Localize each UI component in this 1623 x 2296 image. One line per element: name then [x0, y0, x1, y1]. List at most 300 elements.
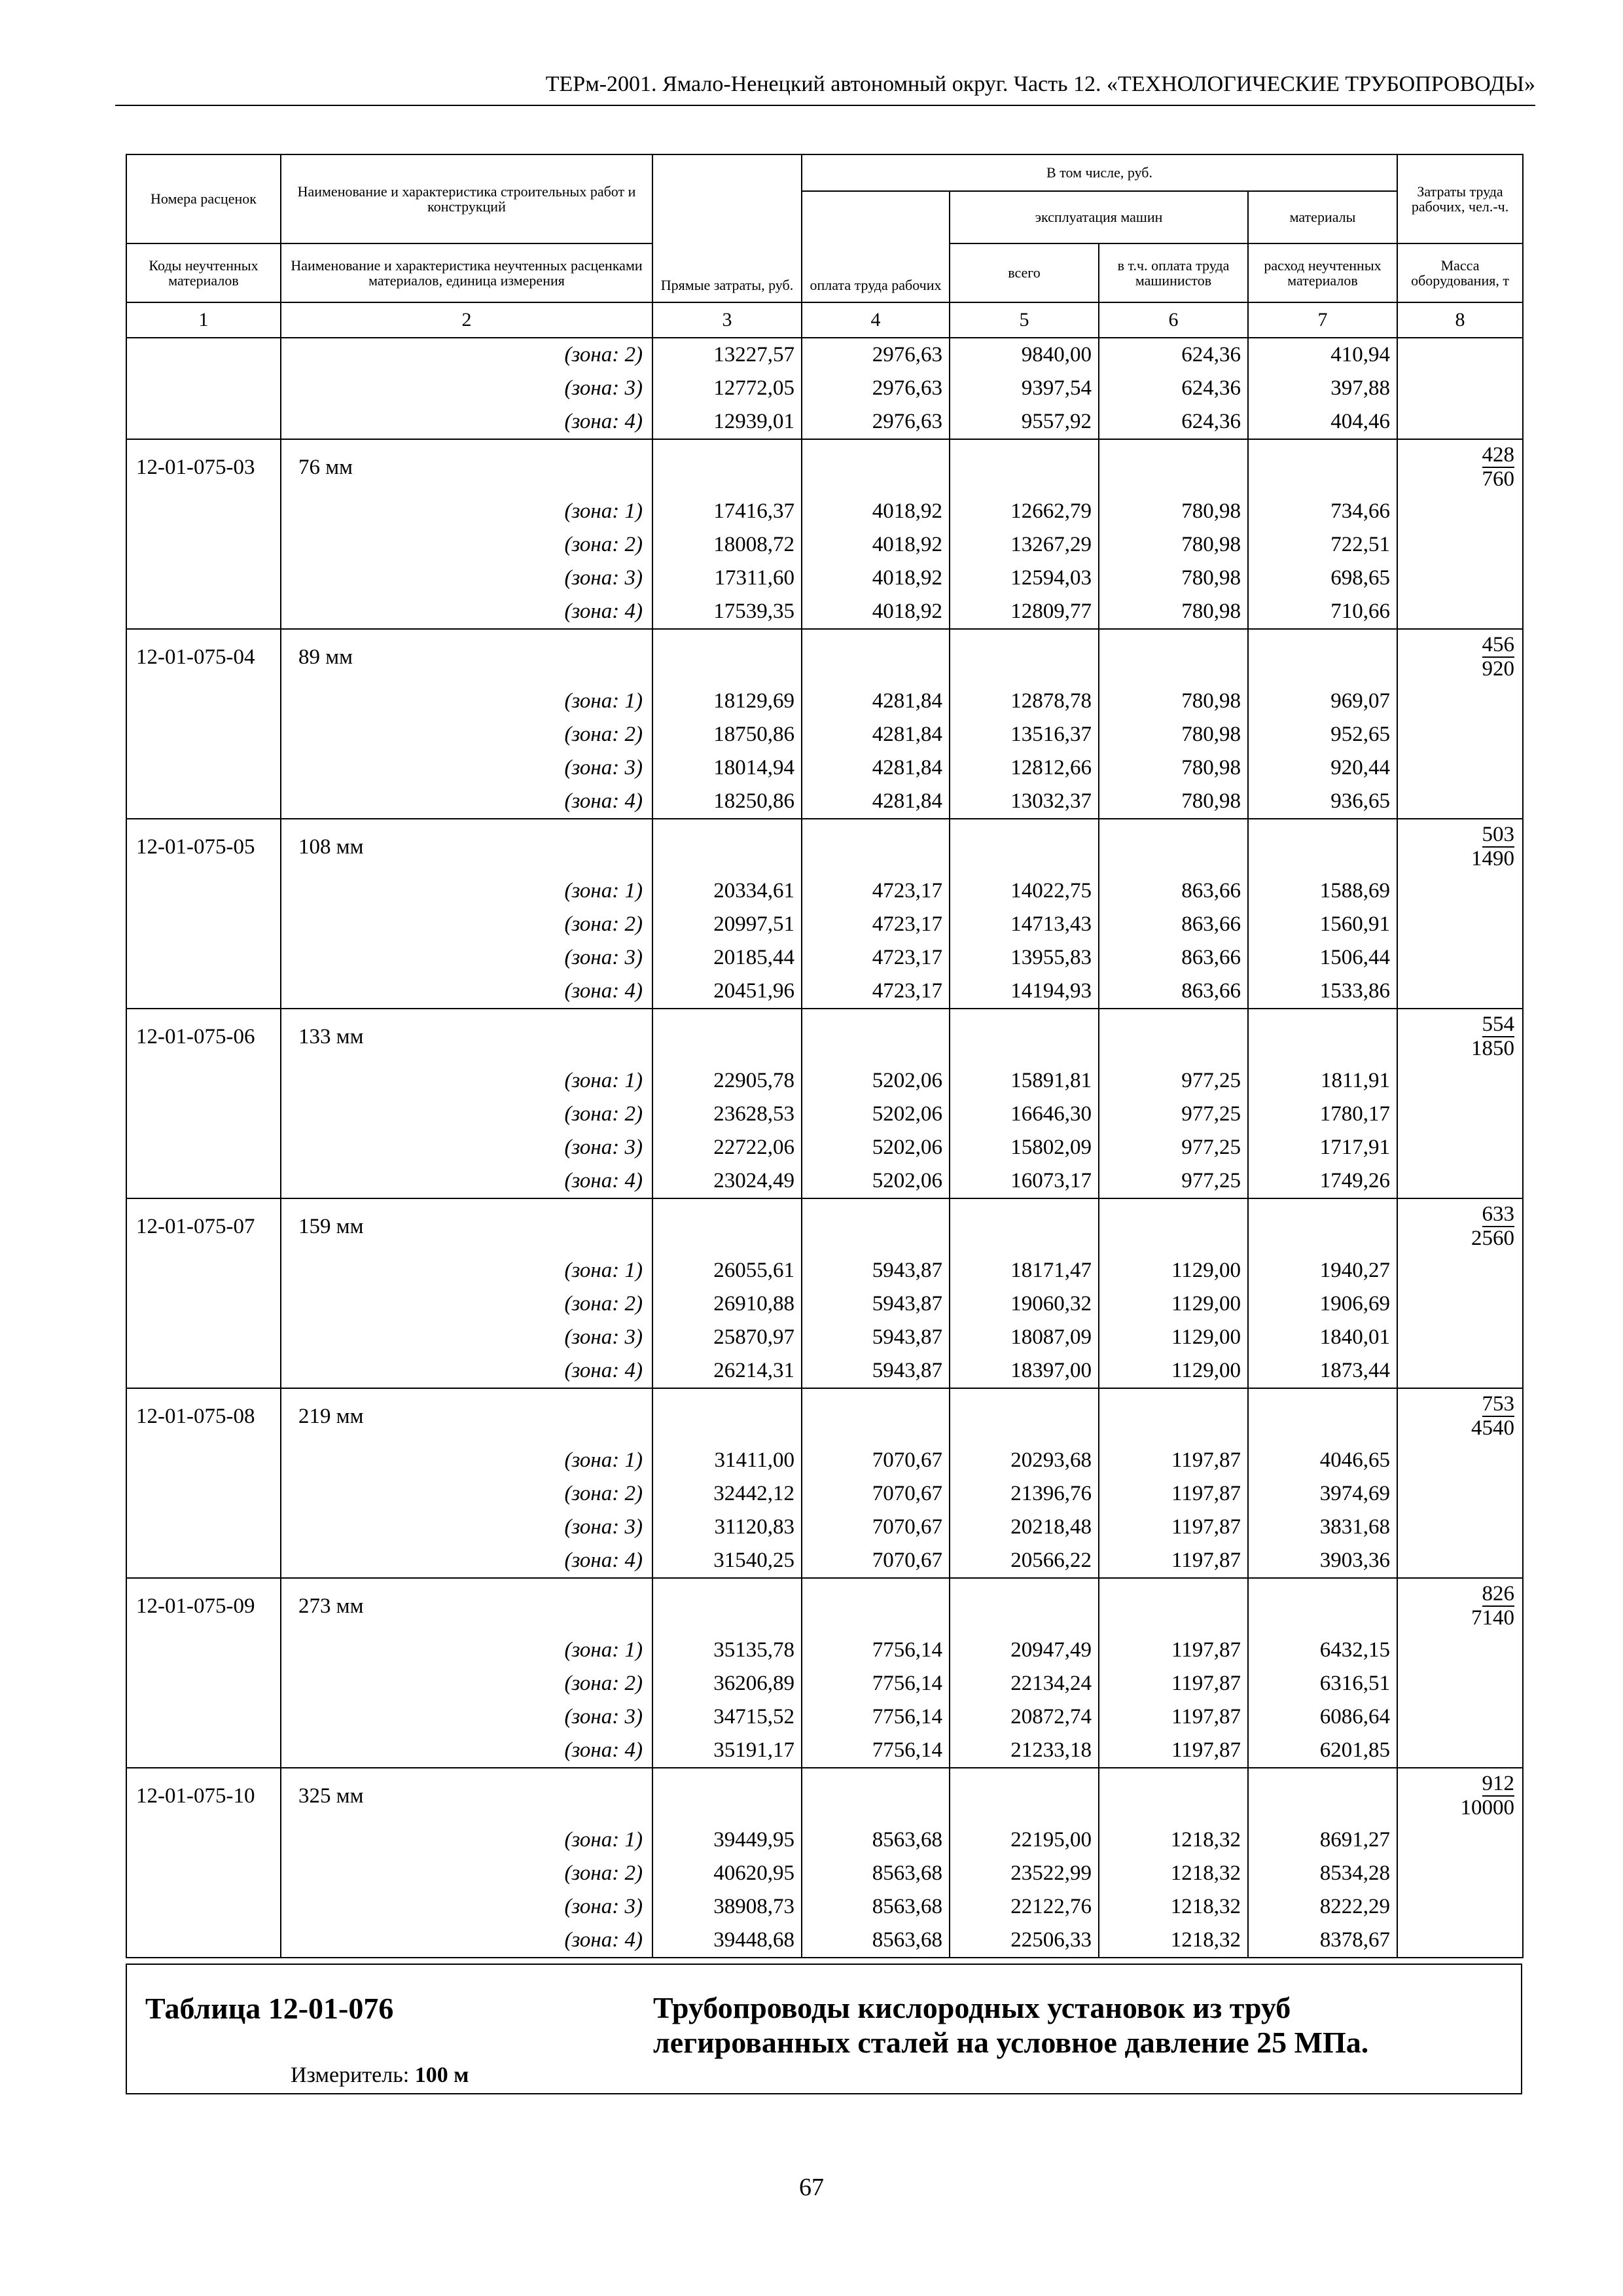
operator-pay-cell: 977,25 — [1099, 1131, 1248, 1164]
code-cell — [126, 1634, 281, 1667]
labor-mass-cell — [1397, 1444, 1523, 1477]
equipment-mass-value: 4540 — [1471, 1416, 1515, 1440]
materials-cell: 952,65 — [1248, 718, 1397, 751]
labor-costs-value: 912 — [1482, 1772, 1515, 1796]
labor-mass-cell — [1397, 1890, 1523, 1924]
materials-cell: 8378,67 — [1248, 1924, 1397, 1958]
header-operator-pay: в т.ч. оплата труда машинистов — [1099, 243, 1248, 302]
direct-costs-cell: 20451,96 — [652, 975, 802, 1009]
labor-mass-cell — [1397, 1667, 1523, 1700]
labor-mass-cell — [1397, 1354, 1523, 1388]
direct-costs-cell: 17311,60 — [652, 562, 802, 595]
direct-costs-cell: 26214,31 — [652, 1354, 802, 1388]
machines-total-cell: 14194,93 — [950, 975, 1099, 1009]
labor-mass-cell — [1397, 941, 1523, 975]
rate-code: 12-01-075-10 — [126, 1768, 281, 1823]
direct-costs-cell: 23024,49 — [652, 1164, 802, 1198]
zone-label: (зона: 1) — [281, 874, 652, 908]
code-cell — [126, 1823, 281, 1857]
empty-cell — [802, 1198, 950, 1254]
materials-cell: 969,07 — [1248, 685, 1397, 718]
direct-costs-cell: 12939,01 — [652, 405, 802, 439]
code-cell — [126, 874, 281, 908]
zone-row — [126, 941, 1523, 975]
code-cell — [126, 1098, 281, 1131]
materials-cell: 6201,85 — [1248, 1734, 1397, 1768]
zone-label: (зона: 3) — [281, 1700, 652, 1734]
materials-cell: 1560,91 — [1248, 908, 1397, 941]
labor-mass-cell — [1397, 1700, 1523, 1734]
labor-mass-cell — [1397, 718, 1523, 751]
zone-label: (зона: 3) — [281, 751, 652, 785]
header-direct-costs: Прямые затраты, руб. — [652, 154, 802, 302]
zone-label: (зона: 4) — [281, 785, 652, 819]
zone-row — [126, 595, 1523, 629]
header-unaccounted-materials: расход неучтенных материалов — [1248, 243, 1397, 302]
worker-pay-cell: 2976,63 — [802, 372, 950, 405]
worker-pay-cell: 4281,84 — [802, 718, 950, 751]
labor-mass-cell — [1397, 908, 1523, 941]
zone-label: (зона: 1) — [281, 1064, 652, 1098]
materials-cell: 1780,17 — [1248, 1098, 1397, 1131]
zone-label: (зона: 3) — [281, 372, 652, 405]
labor-mass-cell — [1397, 595, 1523, 629]
zone-row — [126, 1511, 1523, 1544]
code-cell — [126, 1164, 281, 1198]
rate-item-row — [126, 1768, 1523, 1823]
rate-item-row — [126, 1198, 1523, 1254]
materials-cell: 1588,69 — [1248, 874, 1397, 908]
machines-total-cell: 18087,09 — [950, 1321, 1099, 1354]
worker-pay-cell: 7756,14 — [802, 1734, 950, 1768]
rate-code: 12-01-075-03 — [126, 439, 281, 495]
pipe-diameter: 133 мм — [281, 1009, 652, 1064]
materials-cell: 4046,65 — [1248, 1444, 1397, 1477]
worker-pay-cell: 4723,17 — [802, 941, 950, 975]
operator-pay-cell: 624,36 — [1099, 372, 1248, 405]
machines-total-cell: 12878,78 — [950, 685, 1099, 718]
equipment-mass-value: 10000 — [1460, 1796, 1515, 1820]
labor-and-mass — [1397, 629, 1523, 685]
worker-pay-cell: 2976,63 — [802, 338, 950, 372]
machines-total-cell: 14022,75 — [950, 874, 1099, 908]
zone-row — [126, 338, 1523, 372]
header-rate-numbers: Номера расценок — [126, 154, 281, 243]
empty-cell — [802, 1578, 950, 1634]
worker-pay-cell: 5202,06 — [802, 1064, 950, 1098]
zone-label: (зона: 2) — [281, 1857, 652, 1890]
empty-cell — [1248, 1768, 1397, 1823]
worker-pay-cell: 7070,67 — [802, 1544, 950, 1578]
zone-row — [126, 1544, 1523, 1578]
header-equipment-mass: Масса оборудования, т — [1397, 243, 1523, 302]
rate-item-row — [126, 439, 1523, 495]
labor-mass-fraction — [1471, 1203, 1514, 1249]
labor-and-mass — [1397, 439, 1523, 495]
worker-pay-cell: 4281,84 — [802, 751, 950, 785]
machines-total-cell: 20566,22 — [950, 1544, 1099, 1578]
measure-unit — [291, 2063, 469, 2088]
rates-table — [126, 154, 1524, 1958]
empty-cell — [1099, 439, 1248, 495]
header-labor-costs: Затраты труда рабочих, чел.-ч. — [1397, 154, 1523, 243]
code-cell — [126, 1444, 281, 1477]
labor-mass-cell — [1397, 685, 1523, 718]
empty-cell — [1248, 1388, 1397, 1444]
zone-row — [126, 528, 1523, 562]
empty-cell — [950, 1578, 1099, 1634]
operator-pay-cell: 780,98 — [1099, 595, 1248, 629]
operator-pay-cell: 1197,87 — [1099, 1477, 1248, 1511]
zone-label: (зона: 3) — [281, 1890, 652, 1924]
worker-pay-cell: 2976,63 — [802, 405, 950, 439]
operator-pay-cell: 1218,32 — [1099, 1890, 1248, 1924]
labor-mass-cell — [1397, 1823, 1523, 1857]
materials-cell: 710,66 — [1248, 595, 1397, 629]
direct-costs-cell: 18008,72 — [652, 528, 802, 562]
materials-cell: 1840,01 — [1248, 1321, 1397, 1354]
machines-total-cell: 9397,54 — [950, 372, 1099, 405]
zone-row — [126, 1131, 1523, 1164]
machines-total-cell: 20218,48 — [950, 1511, 1099, 1544]
code-cell — [126, 562, 281, 595]
materials-cell: 734,66 — [1248, 495, 1397, 528]
empty-cell — [950, 1388, 1099, 1444]
direct-costs-cell: 12772,05 — [652, 372, 802, 405]
empty-cell — [1248, 1578, 1397, 1634]
direct-costs-cell: 34715,52 — [652, 1700, 802, 1734]
worker-pay-cell: 4018,92 — [802, 562, 950, 595]
code-cell — [126, 405, 281, 439]
direct-costs-cell: 17416,37 — [652, 495, 802, 528]
materials-cell: 1749,26 — [1248, 1164, 1397, 1198]
labor-costs-value: 753 — [1482, 1392, 1515, 1416]
next-table-heading — [126, 1964, 1522, 2094]
operator-pay-cell: 1129,00 — [1099, 1287, 1248, 1321]
operator-pay-cell: 863,66 — [1099, 975, 1248, 1009]
materials-cell: 1506,44 — [1248, 941, 1397, 975]
direct-costs-cell: 32442,12 — [652, 1477, 802, 1511]
worker-pay-cell: 7756,14 — [802, 1700, 950, 1734]
code-cell — [126, 1131, 281, 1164]
labor-mass-cell — [1397, 1098, 1523, 1131]
column-number: 3 — [652, 302, 802, 338]
machines-total-cell: 18397,00 — [950, 1354, 1099, 1388]
worker-pay-cell: 8563,68 — [802, 1857, 950, 1890]
zone-row — [126, 1823, 1523, 1857]
labor-mass-fraction — [1471, 1013, 1514, 1060]
labor-costs-value: 503 — [1482, 823, 1515, 847]
labor-mass-cell — [1397, 1477, 1523, 1511]
direct-costs-cell: 31540,25 — [652, 1544, 802, 1578]
operator-pay-cell: 863,66 — [1099, 941, 1248, 975]
zone-row — [126, 1098, 1523, 1131]
empty-cell — [652, 1578, 802, 1634]
materials-cell: 6086,64 — [1248, 1700, 1397, 1734]
running-header: ТЕРм-2001. Ямало-Ненецкий автономный округ. Часть 12. «ТЕХНОЛОГИЧЕСКИЕ ТРУБОПРОВОДЫ» — [545, 72, 1535, 96]
direct-costs-cell: 31120,83 — [652, 1511, 802, 1544]
zone-row — [126, 1287, 1523, 1321]
labor-and-mass — [1397, 1388, 1523, 1444]
machines-total-cell: 22122,76 — [950, 1890, 1099, 1924]
rate-item-row — [126, 819, 1523, 874]
direct-costs-cell: 13227,57 — [652, 338, 802, 372]
zone-row — [126, 1477, 1523, 1511]
empty-cell — [652, 1198, 802, 1254]
zone-row — [126, 1890, 1523, 1924]
labor-mass-fraction — [1482, 634, 1515, 680]
zone-label: (зона: 2) — [281, 1098, 652, 1131]
worker-pay-cell: 8563,68 — [802, 1924, 950, 1958]
operator-pay-cell: 1197,87 — [1099, 1444, 1248, 1477]
materials-cell: 404,46 — [1248, 405, 1397, 439]
materials-cell: 698,65 — [1248, 562, 1397, 595]
labor-and-mass — [1397, 1009, 1523, 1064]
code-cell — [126, 1287, 281, 1321]
labor-mass-cell — [1397, 1131, 1523, 1164]
empty-cell — [1099, 1198, 1248, 1254]
empty-cell — [652, 1768, 802, 1823]
measure-label: Измеритель: — [291, 2063, 410, 2087]
zone-row — [126, 1254, 1523, 1287]
equipment-mass-value: 760 — [1482, 467, 1515, 491]
pipe-diameter: 219 мм — [281, 1388, 652, 1444]
zone-row — [126, 785, 1523, 819]
code-cell — [126, 785, 281, 819]
labor-mass-cell — [1397, 405, 1523, 439]
labor-mass-cell — [1397, 1254, 1523, 1287]
empty-cell — [1248, 1198, 1397, 1254]
code-cell — [126, 941, 281, 975]
labor-and-mass — [1397, 1578, 1523, 1634]
labor-mass-cell — [1397, 338, 1523, 372]
empty-cell — [802, 1388, 950, 1444]
materials-cell: 6432,15 — [1248, 1634, 1397, 1667]
column-numbers-row — [126, 302, 1523, 338]
labor-and-mass — [1397, 819, 1523, 874]
worker-pay-cell: 4723,17 — [802, 908, 950, 941]
operator-pay-cell: 1197,87 — [1099, 1634, 1248, 1667]
zone-row — [126, 1354, 1523, 1388]
zone-row — [126, 405, 1523, 439]
worker-pay-cell: 5202,06 — [802, 1131, 950, 1164]
header-material-codes: Коды неучтенных материалов — [126, 243, 281, 302]
rate-code: 12-01-075-06 — [126, 1009, 281, 1064]
operator-pay-cell: 1218,32 — [1099, 1857, 1248, 1890]
labor-mass-cell — [1397, 751, 1523, 785]
direct-costs-cell: 40620,95 — [652, 1857, 802, 1890]
zone-label: (зона: 3) — [281, 562, 652, 595]
zone-row — [126, 1164, 1523, 1198]
direct-costs-cell: 35135,78 — [652, 1634, 802, 1667]
direct-costs-cell: 36206,89 — [652, 1667, 802, 1700]
zone-row — [126, 1444, 1523, 1477]
zone-label: (зона: 4) — [281, 405, 652, 439]
operator-pay-cell: 863,66 — [1099, 874, 1248, 908]
table-header — [126, 154, 1523, 338]
empty-cell — [802, 629, 950, 685]
code-cell — [126, 338, 281, 372]
pipe-diameter: 89 мм — [281, 629, 652, 685]
worker-pay-cell: 5943,87 — [802, 1254, 950, 1287]
machines-total-cell: 22506,33 — [950, 1924, 1099, 1958]
materials-cell: 1940,27 — [1248, 1254, 1397, 1287]
operator-pay-cell: 863,66 — [1099, 908, 1248, 941]
header-materials: материалы — [1248, 191, 1397, 243]
operator-pay-cell: 624,36 — [1099, 338, 1248, 372]
pipe-diameter: 108 мм — [281, 819, 652, 874]
materials-cell: 1717,91 — [1248, 1131, 1397, 1164]
machines-total-cell: 20293,68 — [950, 1444, 1099, 1477]
materials-cell: 397,88 — [1248, 372, 1397, 405]
machines-total-cell: 12662,79 — [950, 495, 1099, 528]
column-number: 2 — [281, 302, 652, 338]
header-machine-operation: эксплуатация машин — [950, 191, 1248, 243]
zone-label: (зона: 4) — [281, 1734, 652, 1768]
labor-mass-cell — [1397, 1064, 1523, 1098]
empty-cell — [950, 1009, 1099, 1064]
labor-mass-fraction — [1471, 1393, 1514, 1439]
worker-pay-cell: 7756,14 — [802, 1667, 950, 1700]
zone-row — [126, 1321, 1523, 1354]
code-cell — [126, 1700, 281, 1734]
column-number: 5 — [950, 302, 1099, 338]
rate-code: 12-01-075-07 — [126, 1198, 281, 1254]
zone-row — [126, 1064, 1523, 1098]
operator-pay-cell: 1218,32 — [1099, 1924, 1248, 1958]
materials-cell: 410,94 — [1248, 338, 1397, 372]
worker-pay-cell: 4723,17 — [802, 975, 950, 1009]
worker-pay-cell: 8563,68 — [802, 1823, 950, 1857]
zone-label: (зона: 2) — [281, 338, 652, 372]
code-cell — [126, 1064, 281, 1098]
zone-row — [126, 975, 1523, 1009]
zone-row — [126, 372, 1523, 405]
machines-total-cell: 22134,24 — [950, 1667, 1099, 1700]
machines-total-cell: 13032,37 — [950, 785, 1099, 819]
zone-label: (зона: 4) — [281, 1354, 652, 1388]
direct-costs-cell: 22905,78 — [652, 1064, 802, 1098]
operator-pay-cell: 780,98 — [1099, 785, 1248, 819]
machines-total-cell: 12812,66 — [950, 751, 1099, 785]
worker-pay-cell: 5943,87 — [802, 1354, 950, 1388]
direct-costs-cell: 17539,35 — [652, 595, 802, 629]
header-rule — [115, 105, 1535, 106]
rate-item-row — [126, 1388, 1523, 1444]
labor-mass-cell — [1397, 528, 1523, 562]
materials-cell: 8691,27 — [1248, 1823, 1397, 1857]
code-cell — [126, 751, 281, 785]
rate-code: 12-01-075-09 — [126, 1578, 281, 1634]
materials-cell: 3831,68 — [1248, 1511, 1397, 1544]
empty-cell — [652, 819, 802, 874]
empty-cell — [950, 439, 1099, 495]
zone-label: (зона: 4) — [281, 595, 652, 629]
labor-mass-cell — [1397, 1287, 1523, 1321]
code-cell — [126, 528, 281, 562]
header-work-name: Наименование и характеристика строительных работ и конструкций — [281, 154, 652, 243]
empty-cell — [652, 439, 802, 495]
rate-code: 12-01-075-05 — [126, 819, 281, 874]
machines-total-cell: 12809,77 — [950, 595, 1099, 629]
zone-label: (зона: 1) — [281, 1444, 652, 1477]
direct-costs-cell: 39448,68 — [652, 1924, 802, 1958]
operator-pay-cell: 1218,32 — [1099, 1823, 1248, 1857]
operator-pay-cell: 1129,00 — [1099, 1354, 1248, 1388]
empty-cell — [802, 819, 950, 874]
materials-cell: 1533,86 — [1248, 975, 1397, 1009]
labor-mass-fraction — [1471, 823, 1514, 870]
labor-mass-cell — [1397, 1734, 1523, 1768]
zone-label: (зона: 2) — [281, 528, 652, 562]
code-cell — [126, 975, 281, 1009]
code-cell — [126, 685, 281, 718]
operator-pay-cell: 1197,87 — [1099, 1511, 1248, 1544]
table-number: Таблица 12-01-076 — [145, 1992, 394, 2025]
empty-cell — [950, 1768, 1099, 1823]
zone-label: (зона: 3) — [281, 941, 652, 975]
rate-code: 12-01-075-08 — [126, 1388, 281, 1444]
labor-mass-cell — [1397, 562, 1523, 595]
column-number: 4 — [802, 302, 950, 338]
equipment-mass-value: 7140 — [1471, 1606, 1515, 1630]
column-number: 7 — [1248, 302, 1397, 338]
zone-row — [126, 1700, 1523, 1734]
machines-total-cell: 20872,74 — [950, 1700, 1099, 1734]
operator-pay-cell: 1197,87 — [1099, 1544, 1248, 1578]
worker-pay-cell: 7070,67 — [802, 1444, 950, 1477]
empty-cell — [950, 1198, 1099, 1254]
worker-pay-cell: 8563,68 — [802, 1890, 950, 1924]
equipment-mass-value: 2560 — [1471, 1227, 1515, 1250]
rate-code: 12-01-075-04 — [126, 629, 281, 685]
materials-cell: 3903,36 — [1248, 1544, 1397, 1578]
zone-row — [126, 751, 1523, 785]
materials-cell: 1811,91 — [1248, 1064, 1397, 1098]
empty-cell — [950, 629, 1099, 685]
zone-label: (зона: 1) — [281, 685, 652, 718]
zone-label: (зона: 2) — [281, 908, 652, 941]
zone-row — [126, 1634, 1523, 1667]
empty-cell — [1248, 629, 1397, 685]
operator-pay-cell: 780,98 — [1099, 718, 1248, 751]
machines-total-cell: 23522,99 — [950, 1857, 1099, 1890]
labor-mass-fraction — [1461, 1772, 1515, 1819]
direct-costs-cell: 26910,88 — [652, 1287, 802, 1321]
code-cell — [126, 1321, 281, 1354]
worker-pay-cell: 4281,84 — [802, 785, 950, 819]
zone-label: (зона: 1) — [281, 1254, 652, 1287]
worker-pay-cell: 4018,92 — [802, 595, 950, 629]
labor-costs-value: 633 — [1482, 1202, 1515, 1227]
empty-cell — [802, 439, 950, 495]
measure-value: 100 м — [414, 2063, 469, 2087]
machines-total-cell: 20947,49 — [950, 1634, 1099, 1667]
machines-total-cell: 9840,00 — [950, 338, 1099, 372]
page-number: 67 — [799, 2174, 824, 2201]
labor-mass-cell — [1397, 874, 1523, 908]
empty-cell — [652, 629, 802, 685]
operator-pay-cell: 1197,87 — [1099, 1734, 1248, 1768]
materials-cell: 8222,29 — [1248, 1890, 1397, 1924]
labor-costs-value: 826 — [1482, 1582, 1515, 1606]
labor-mass-cell — [1397, 1321, 1523, 1354]
operator-pay-cell: 1129,00 — [1099, 1254, 1248, 1287]
rate-item-row — [126, 1009, 1523, 1064]
operator-pay-cell: 1197,87 — [1099, 1667, 1248, 1700]
zone-label: (зона: 1) — [281, 495, 652, 528]
direct-costs-cell: 18750,86 — [652, 718, 802, 751]
